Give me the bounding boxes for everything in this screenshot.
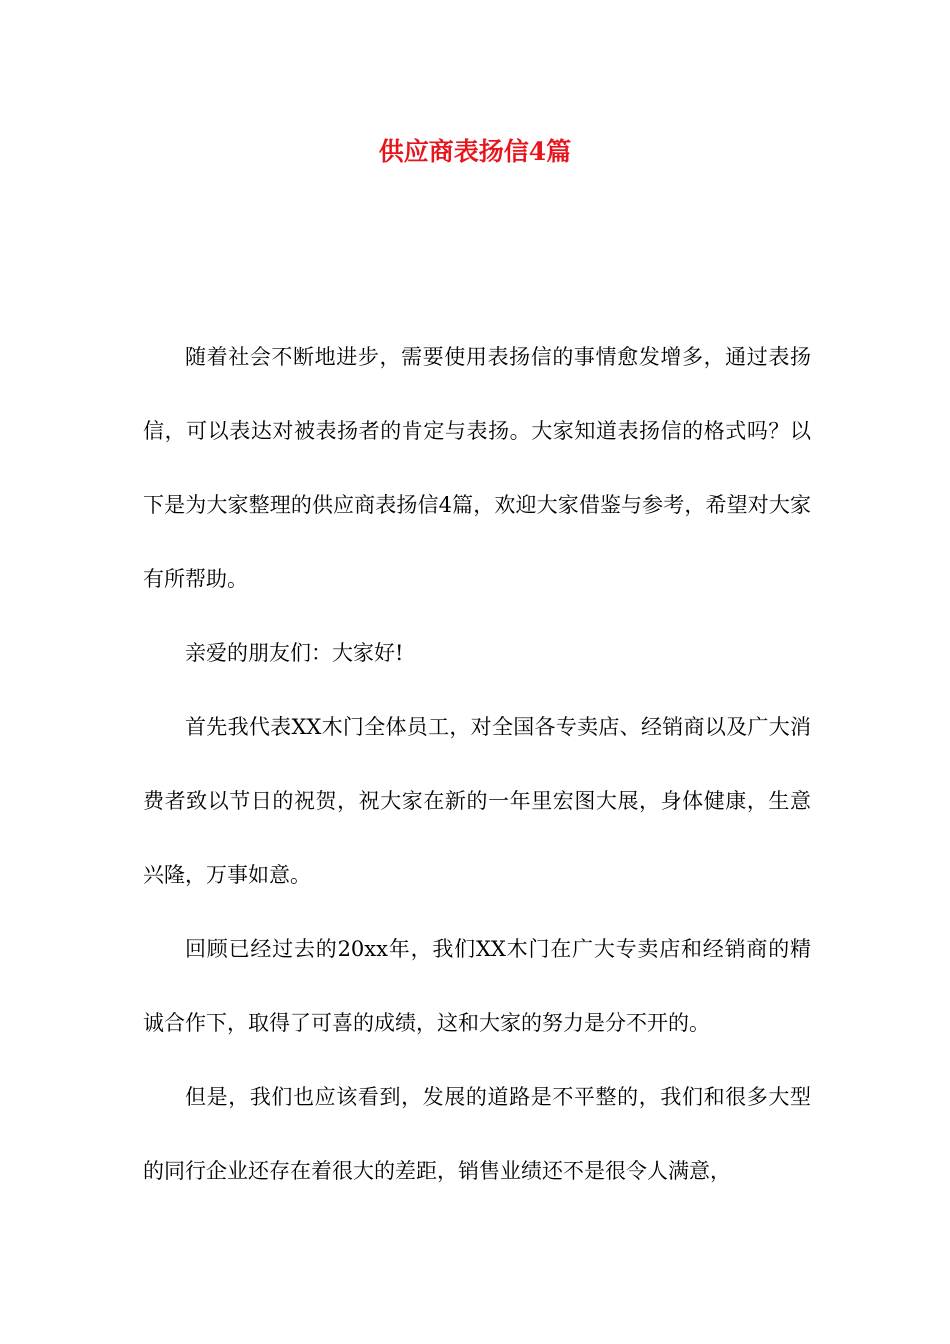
paragraph-reflection: 但是，我们也应该看到，发展的道路是不平整的，我们和很多大型的同行企业还存在着很大的差距，销售业绩还不是很令人满意， xyxy=(143,1085,811,1183)
document-body xyxy=(143,320,811,1208)
paragraph-review: 回顾已经过去的20xx年，我们XX木门在广大专卖店和经销商的精诚合作下，取得了可喜的成绩，这和大家的努力是分不开的。 xyxy=(143,937,811,1035)
paragraph-salutation: 亲爱的朋友们：大家好! xyxy=(185,641,404,665)
document-title: 供应商表扬信4篇 xyxy=(378,137,572,166)
paragraph-greeting: 首先我代表XX木门全体员工，对全国各专卖店、经销商以及广大消费者致以节日的祝贺，祝大家在新的一年里宏图大展，身体健康，生意兴隆，万事如意。 xyxy=(143,715,811,887)
paragraph-intro: 随着社会不断地进步，需要使用表扬信的事情愈发增多，通过表扬信，可以表达对被表扬者的肯定与表扬。大家知道表扬信的格式吗？以下是为大家整理的供应商表扬信4篇，欢迎大家借鉴与参考，希望对大家有所帮助。 xyxy=(143,345,811,591)
